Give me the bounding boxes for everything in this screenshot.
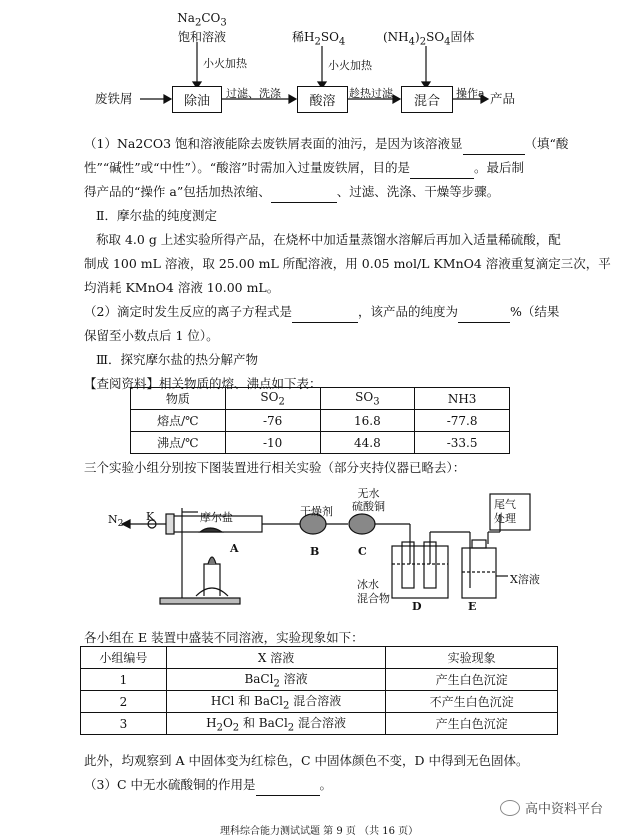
table-cell: $H_2O_2$ 和 BaCl$_2$ 混合溶液 (166, 713, 385, 735)
q1-text-3a: 得产品的“操作 a”包括加热浓缩、 (84, 184, 271, 199)
label-tail: 尾气 处理 (494, 498, 516, 525)
groups-table (80, 646, 558, 735)
flow-output: 产品 (490, 91, 516, 106)
q3-text-b: 。 (319, 777, 333, 792)
watermark (500, 798, 603, 817)
sec2-title: Ⅱ．摩尔盐的纯度测定 (96, 208, 217, 223)
q1-text-2b: 。最后制 (473, 160, 524, 175)
wechat-icon (500, 800, 520, 816)
answer-blank[interactable] (256, 781, 320, 796)
q3-line (84, 774, 332, 796)
table-row (81, 713, 558, 735)
label-cuso4: 无水 硫酸铜 (352, 487, 385, 513)
q3-text-a: （3）C 中无水硫酸铜的作用是 (84, 777, 256, 792)
q2-line2: 保留至小数点后 1 位）。 (84, 328, 219, 343)
answer-blank[interactable] (271, 188, 337, 203)
sec3-ref: 【查阅资料】相关物质的熔、沸点如下表： (84, 376, 322, 391)
table-cell: -33.5 (415, 432, 510, 454)
q1-line3 (84, 181, 499, 203)
table-header-cell: 物质 (131, 388, 226, 410)
table-cell: -76 (225, 410, 320, 432)
table-header-cell: $SO_2$ (225, 388, 320, 410)
q1-text-1a: （1）Na2CO3 饱和溶液能除去废铁屑表面的油污，是因为该溶液显 (84, 136, 463, 151)
table-row (81, 691, 558, 713)
answer-blank[interactable] (410, 164, 474, 179)
table-header-cell: NH3 (415, 388, 510, 410)
table-cell: 产生白色沉淀 (386, 669, 558, 691)
table-cell: 沸点/℃ (131, 432, 226, 454)
table-row (131, 410, 510, 432)
label-k: K (146, 510, 155, 523)
q1-text-1b: （填“酸 (524, 136, 569, 151)
answer-blank[interactable] (458, 308, 510, 323)
flow-box-mix: 混合 (401, 86, 453, 113)
table-header-cell: $SO_3$ (320, 388, 415, 410)
q2-line1 (84, 301, 559, 323)
table-cell: 产生白色沉淀 (386, 713, 558, 735)
table-row (131, 388, 510, 410)
label-E: E (468, 600, 477, 613)
table-header-cell: 实验现象 (386, 647, 558, 669)
label-x: X溶液 (510, 573, 540, 586)
table2-intro: 各小组在 E 装置中盛装不同溶液，实验现象如下： (84, 630, 364, 645)
sec3-title: Ⅲ．探究摩尔盐的热分解产物 (96, 352, 259, 367)
flow-arrow-label-1: 过滤、洗涤 (226, 87, 281, 100)
q1-text-3b: 、过滤、洗涤、干燥等步骤。 (336, 184, 500, 199)
table-cell: 1 (81, 669, 167, 691)
table-cell: 2 (81, 691, 167, 713)
table-cell: 熔点/℃ (131, 410, 226, 432)
observation: 此外，均观察到 A 中固体变为红棕色，C 中固体颜色不变，D 中得到无色固体。 (84, 753, 529, 768)
q1-line2 (84, 157, 524, 179)
flow-heat-1: 小火加热 (203, 57, 247, 70)
q1-line1 (84, 133, 568, 155)
flow-box-degrease: 除油 (172, 86, 222, 113)
table-header-cell: X 溶液 (166, 647, 385, 669)
flow-input: 废铁屑 (95, 91, 133, 106)
label-B: B (310, 545, 320, 558)
table-cell: BaCl$_2$ 溶液 (166, 669, 385, 691)
table-row (131, 432, 510, 454)
flow-na2co3-label (172, 11, 232, 45)
q2-text-a: （2）滴定时发生反应的离子方程式是 (84, 304, 292, 319)
table-row (81, 647, 558, 669)
label-A: A (230, 542, 239, 555)
label-n2: $N_2$ (108, 513, 124, 530)
label-ice: 冰水 混合物 (357, 578, 390, 605)
flow-heat-2: 小火加热 (328, 59, 372, 72)
sec2-l3: 均消耗 KMnO4 溶液 10.00 mL。 (84, 280, 280, 295)
flow-arrow-label-2: 趁热过滤 (349, 87, 393, 100)
flow-arrow-label-3: 操作a (456, 87, 485, 100)
table-cell: 3 (81, 713, 167, 735)
label-dry: 干燥剂 (300, 505, 333, 518)
label-D: D (412, 600, 422, 613)
q2-text-c: %（结果 (509, 304, 560, 319)
q1-text-2a: 性”“碱性”或“中性”）。“酸溶”时需加入过量废铁屑，目的是 (84, 160, 410, 175)
watermark-text: 高中资料平台 (525, 802, 604, 817)
flow-box-acid: 酸溶 (297, 86, 348, 113)
table-row (81, 669, 558, 691)
flow-h2so4-label: 稀$H_2SO_4$ (292, 30, 346, 48)
table-cell: -77.8 (415, 410, 510, 432)
table-header-cell: 小组编号 (81, 647, 167, 669)
table-cell: HCl 和 BaCl$_2$ 混合溶液 (166, 691, 385, 713)
sec2-l1: 称取 4.0 g 上述实验所得产品，在烧杯中加适量蒸馏水溶解后再加入适量稀硫酸，配 (96, 232, 561, 247)
page-footer: 理科综合能力测试试题 第 9 页 （共 16 页） (220, 826, 419, 837)
table-cell: -10 (225, 432, 320, 454)
answer-blank[interactable] (292, 308, 358, 323)
na2co3-formula: $Na_2CO_3$ (177, 11, 227, 29)
answer-blank[interactable] (463, 140, 525, 155)
table-cell: 16.8 (320, 410, 415, 432)
table-cell: 44.8 (320, 432, 415, 454)
flow-nh4so4-label: $(NH_4)_2SO_4$固体 (383, 30, 475, 48)
exp-intro: 三个实验小组分别按下图装置进行相关实验（部分夹持仪器已略去）： (84, 460, 466, 475)
sec2-l2: 制成 100 mL 溶液，取 25.00 mL 所配溶液，用 0.05 mol/L KMnO4 溶液重复滴定三次，平 (84, 256, 611, 271)
melting-table (130, 387, 510, 454)
label-salt: 摩尔盐 (200, 511, 233, 524)
q2-text-b: ，该产品的纯度为 (357, 304, 458, 319)
table-cell: 不产生白色沉淀 (386, 691, 558, 713)
label-C: C (358, 545, 367, 558)
na2co3-sat: 饱和溶液 (177, 30, 226, 45)
